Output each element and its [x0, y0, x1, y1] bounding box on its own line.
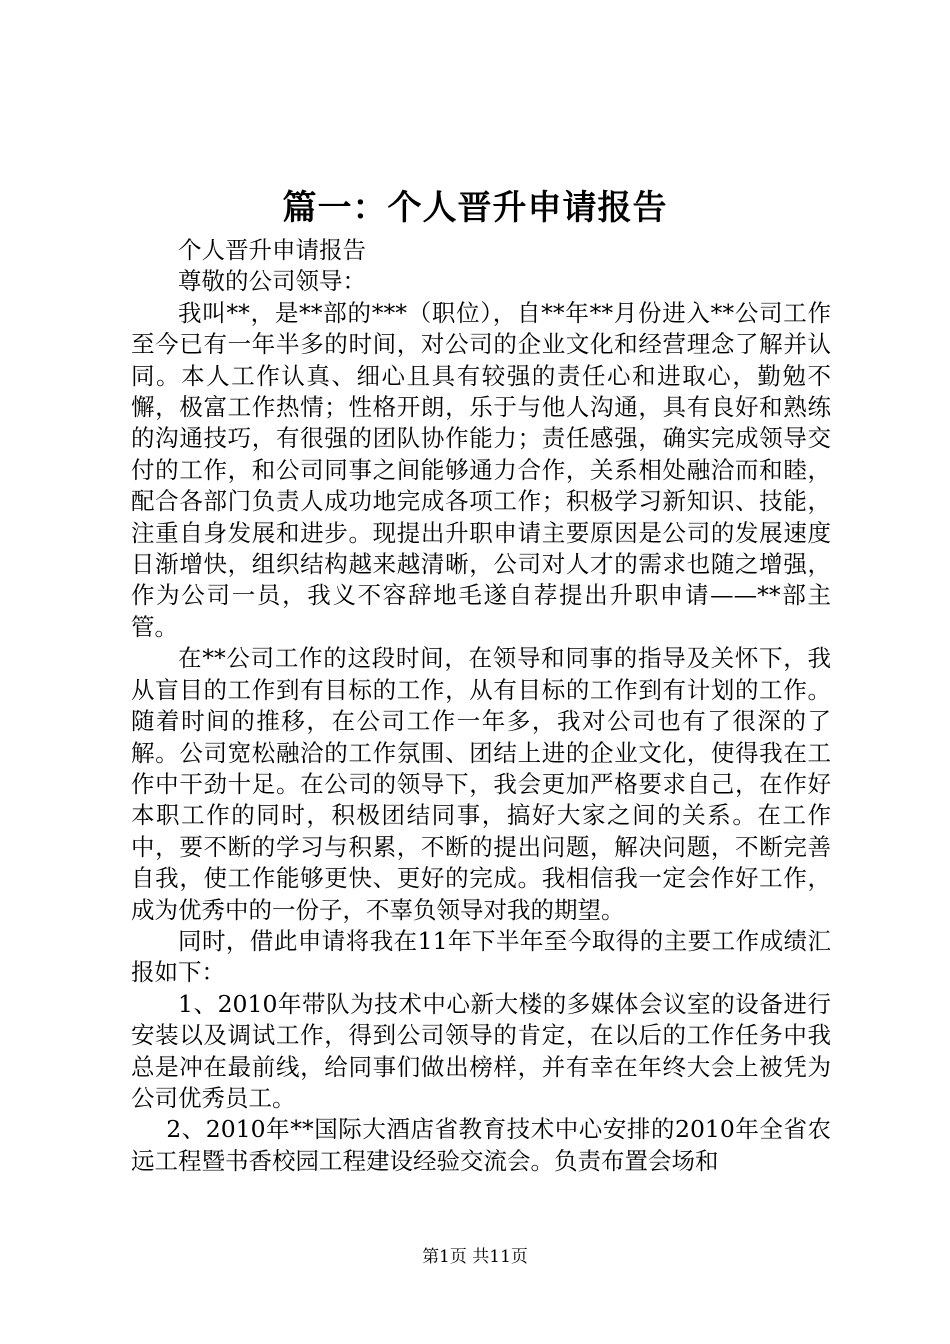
paragraph-experience: 在**公司工作的这段时间，在领导和同事的指导及关怀下，我从盲目的工作到有目标的工作，从有目标的工作到有计划的工作。随着时间的推移，在公司工作一年多，我对公司也有了很深的了解。公司宽松融洽的工作氛围、团结上进的企业文化，使得我在工作中干劲十足。在公司的领导下，我会更加严格要求自己，在作好本职工作的同时，积极团结同事，搞好大家之间的关系。在工作中，要不断的学习与积累，不断的提出问题，解决问题，不断完善自我，使工作能够更快、更好的完成。我相信我一定会作好工作，成为优秀中的一份子，不辜负领导对我的期望。 [131, 644, 831, 924]
paragraph-achievement-1: 1、2010年带队为技术中心新大楼的多媒体会议室的设备进行安装以及调试工作，得到公司领导的肯定，在以后的工作任务中我总是冲在最前线，给同事们做出榜样，并有幸在年终大会上被凭为公司优秀员工。 [131, 989, 831, 1112]
document-body [131, 235, 831, 1177]
document-title: 篇一：个人晋升申请报告 [282, 188, 668, 228]
page-number: 第1页 共11页 [422, 1247, 528, 1267]
paragraph-introduction: 我叫**，是**部的***（职位），自**年**月份进入**公司工作至今已有一年半多的时间，对公司的企业文化和经营理念了解并认同。本人工作认真、细心且具有较强的责任心和进取心，勤勉不懈，极富工作热情；性格开朗，乐于与他人沟通，具有良好和熟练的沟通技巧，有很强的团队协作能力；责任感强，确实完成领导交付的工作，和公司同事之间能够通力合作，关系相处融洽而和睦，配合各部门负责人成功地完成各项工作；积极学习新知识、技能，注重自身发展和进步。现提出升职申请主要原因是公司的发展速度日渐增快，组织结构越来越清晰，公司对人才的需求也随之增强，作为公司一员，我义不容辞地毛遂自荐提出升职申请——**部主管。 [131, 298, 831, 641]
paragraph-achievements-intro: 同时，借此申请将我在11年下半年至今取得的主要工作成绩汇报如下： [131, 926, 831, 987]
paragraph-achievement-2: 2、2010年**国际大酒店省教育技术中心安排的2010年全省农远工程暨书香校园工程建设经验交流会。负责布置会场和 [131, 1115, 831, 1175]
paragraph-salutation: 尊敬的公司领导： [178, 267, 366, 296]
paragraph-heading: 个人晋升申请报告 [178, 236, 366, 264]
